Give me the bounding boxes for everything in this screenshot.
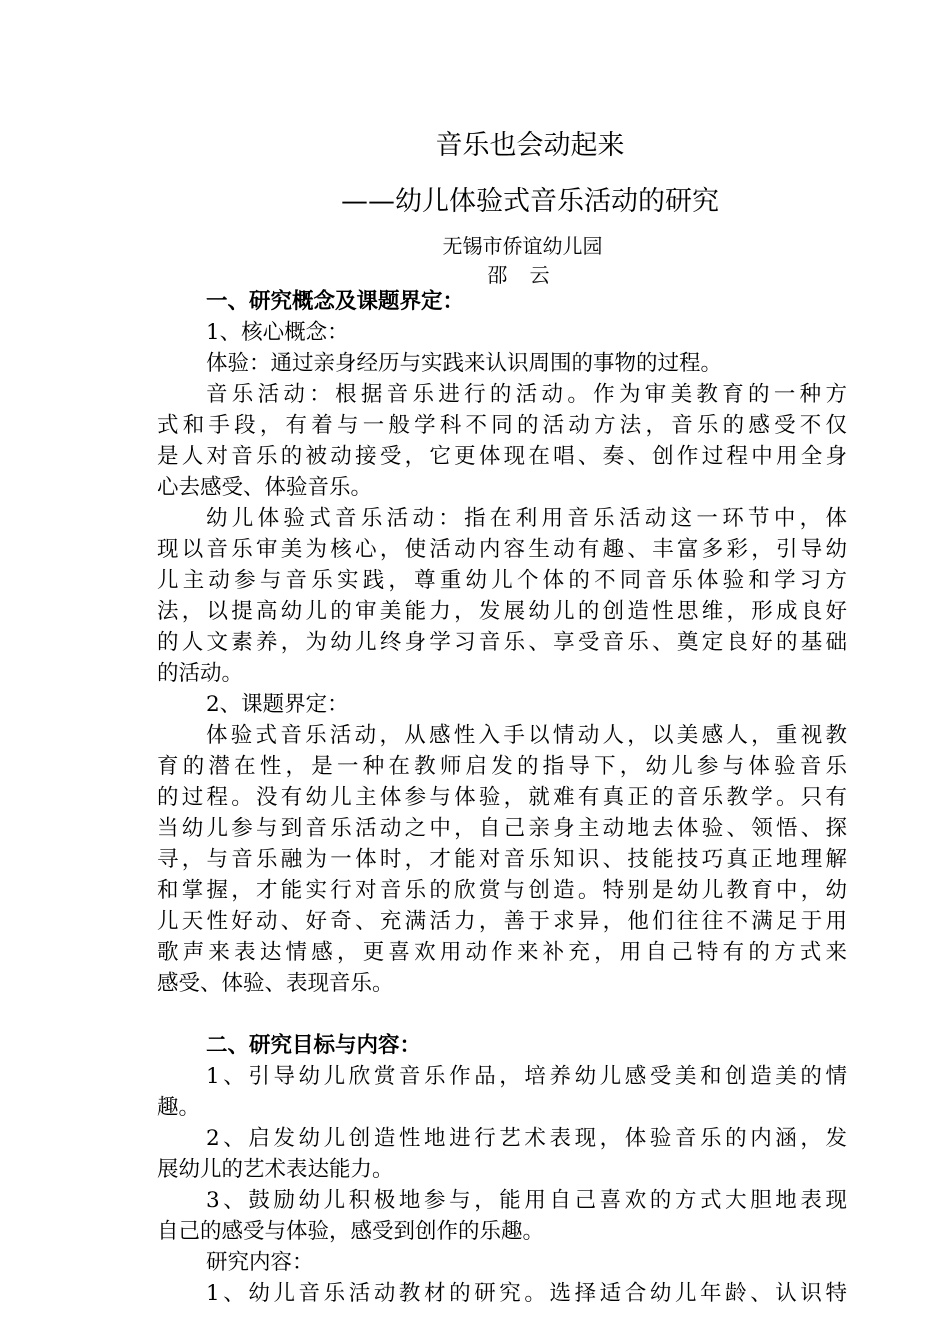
- text-line: 感受、体验、表现音乐。: [157, 971, 394, 996]
- document-title: 音乐也会动起来: [435, 130, 625, 161]
- school-name: 无锡市侨谊幼儿园: [442, 234, 603, 258]
- scope-heading: 2、课题界定：: [206, 692, 349, 717]
- text-line: 自己的感受与体验，感受到创作的乐趣。: [157, 1219, 545, 1244]
- text-line: 1、引导幼儿欣赏音乐作品，培养幼儿感受美和创造美的情: [206, 1064, 847, 1089]
- text-line: 当幼儿参与到音乐活动之中，自己亲身主动地去体验、领悟、探: [157, 816, 847, 841]
- text-line: 育的潜在性，是一种在教师启发的指导下，幼儿参与体验音乐: [157, 754, 847, 779]
- text-line: 和掌握，才能实行对音乐的欣赏与创造。特别是幼儿教育中，幼: [157, 878, 847, 903]
- document-subtitle: ——幼儿体验式音乐活动的研究: [341, 186, 719, 217]
- text-line: 2、启发幼儿创造性地进行艺术表现，体验音乐的内涵，发: [206, 1126, 847, 1151]
- text-line: 是人对音乐的被动接受，它更体现在唱、奏、创作过程中用全身: [157, 444, 847, 469]
- text-line: 法，以提高幼儿的审美能力，发展幼儿的创造性思维，形成良好: [157, 599, 847, 624]
- text-line: 体验式音乐活动，从感性入手以情动人，以美感人，重视教: [206, 723, 847, 748]
- paragraph-experiential-activity: [157, 503, 847, 689]
- text-line: 的人文素养，为幼儿终身学习音乐、享受音乐、奠定良好的基础: [157, 630, 847, 655]
- text-line: 心去感受、体验音乐。: [157, 475, 373, 500]
- section-2-heading: 二、研究目标与内容：: [206, 1033, 422, 1058]
- text-line: 音乐活动：根据音乐进行的活动。作为审美教育的一种方: [206, 382, 847, 407]
- paragraph-content-1: [157, 1278, 847, 1309]
- paragraph-goal-3: [157, 1185, 847, 1247]
- text-line: 儿主动参与音乐实践，尊重幼儿个体的不同音乐体验和学习方: [157, 568, 847, 593]
- paragraph-music-activity: [157, 379, 847, 503]
- paragraph-scope: [157, 720, 847, 999]
- text-line: 现以音乐审美为核心，使活动内容生动有趣、丰富多彩，引导幼: [157, 537, 847, 562]
- text-line: 的过程。没有幼儿主体参与体验，就难有真正的音乐教学。只有: [157, 785, 847, 810]
- blank-line: [157, 999, 847, 1030]
- text-line: 寻，与音乐融为一体时，才能对音乐知识、技能技巧真正地理解: [157, 847, 847, 872]
- text-line: 幼儿体验式音乐活动：指在利用音乐活动这一环节中，体: [206, 506, 847, 531]
- text-line: 歌声来表达情感，更喜欢用动作来补充，用自己特有的方式来: [157, 940, 847, 965]
- paragraph-goal-1: [157, 1061, 847, 1123]
- section-1-heading: 一、研究概念及课题界定：: [206, 289, 465, 314]
- text-line: 儿天性好动、好奇、充满活力，善于求异，他们往往不满足于用: [157, 909, 847, 934]
- research-content-heading: 研究内容：: [206, 1250, 314, 1275]
- author-name: 邵 云: [487, 263, 558, 287]
- definition-experience: 体验：通过亲身经历与实践来认识周围的事物的过程。: [206, 351, 723, 376]
- text-line: 式和手段，有着与一般学科不同的活动方法，音乐的感受不仅: [157, 413, 847, 438]
- text-line: 的活动。: [157, 661, 244, 686]
- paragraph-goal-2: [157, 1123, 847, 1185]
- text-line: 3、鼓励幼儿积极地参与，能用自己喜欢的方式大胆地表现: [206, 1188, 847, 1213]
- text-line: 趣。: [157, 1095, 201, 1120]
- text-line: 1、幼儿音乐活动教材的研究。选择适合幼儿年龄、认识特: [206, 1281, 847, 1306]
- core-concept-heading: 1、核心概念：: [206, 320, 349, 345]
- document-body: [157, 286, 847, 1309]
- text-line: 展幼儿的艺术表达能力。: [157, 1157, 394, 1182]
